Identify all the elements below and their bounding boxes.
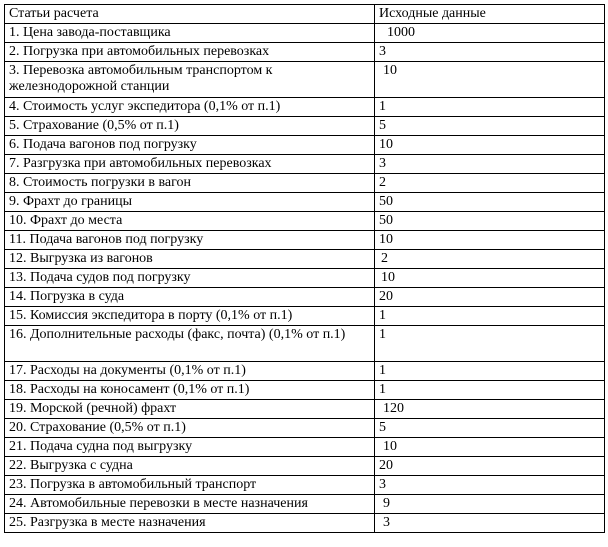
table-row xyxy=(5,24,605,43)
table-row xyxy=(5,193,605,212)
row-item: 22. Выгрузка с судна xyxy=(5,457,375,476)
calculation-table xyxy=(4,4,605,533)
row-value: 5 xyxy=(375,117,605,136)
table-row xyxy=(5,212,605,231)
row-item: 5. Страхование (0,5% от п.1) xyxy=(5,117,375,136)
table-row xyxy=(5,136,605,155)
row-value: 10 xyxy=(375,438,605,457)
row-value: 5 xyxy=(375,419,605,438)
table-header-row xyxy=(5,5,605,24)
row-value: 10 xyxy=(375,231,605,250)
table-row xyxy=(5,174,605,193)
calculation-table-container xyxy=(4,4,604,533)
row-item: 7. Разгрузка при автомобильных перевозках xyxy=(5,155,375,174)
row-item: 20. Страхование (0,5% от п.1) xyxy=(5,419,375,438)
row-item: 3. Перевозка автомобильным транспортом к железнодорожной станции xyxy=(5,62,375,98)
row-value: 1000 xyxy=(375,24,605,43)
table-row xyxy=(5,381,605,400)
row-item: 17. Расходы на документы (0,1% от п.1) xyxy=(5,362,375,381)
table-row xyxy=(5,117,605,136)
row-item: 2. Погрузка при автомобильных перевозках xyxy=(5,43,375,62)
row-item: 11. Подача вагонов под погрузку xyxy=(5,231,375,250)
table-row xyxy=(5,155,605,174)
table-row xyxy=(5,326,605,362)
table-row xyxy=(5,250,605,269)
row-value: 120 xyxy=(375,400,605,419)
row-item: 6. Подача вагонов под погрузку xyxy=(5,136,375,155)
table-row xyxy=(5,438,605,457)
row-item: 4. Стоимость услуг экспедитора (0,1% от п.1) xyxy=(5,98,375,117)
row-item: 8. Стоимость погрузки в вагон xyxy=(5,174,375,193)
table-row xyxy=(5,307,605,326)
row-value: 3 xyxy=(375,476,605,495)
row-item: 15. Комиссия экспедитора в порту (0,1% от п.1) xyxy=(5,307,375,326)
row-item: 13. Подача судов под погрузку xyxy=(5,269,375,288)
row-value: 3 xyxy=(375,514,605,533)
header-initial-data: Исходные данные xyxy=(375,5,605,24)
table-row xyxy=(5,231,605,250)
table-row xyxy=(5,495,605,514)
table-row xyxy=(5,288,605,307)
row-value: 20 xyxy=(375,288,605,307)
row-item: 24. Автомобильные перевозки в месте назначения xyxy=(5,495,375,514)
table-row xyxy=(5,419,605,438)
row-value: 20 xyxy=(375,457,605,476)
table-row xyxy=(5,362,605,381)
row-item: 9. Фрахт до границы xyxy=(5,193,375,212)
row-value: 3 xyxy=(375,155,605,174)
table-row xyxy=(5,98,605,117)
row-item: 16. Дополнительные расходы (факс, почта) (0,1% от п.1) xyxy=(5,326,375,362)
row-value: 1 xyxy=(375,98,605,117)
row-value: 3 xyxy=(375,43,605,62)
row-value: 1 xyxy=(375,326,605,362)
row-value: 1 xyxy=(375,307,605,326)
table-row xyxy=(5,514,605,533)
table-row xyxy=(5,476,605,495)
row-item: 10. Фрахт до места xyxy=(5,212,375,231)
table-row xyxy=(5,62,605,98)
row-item: 12. Выгрузка из вагонов xyxy=(5,250,375,269)
table-row xyxy=(5,43,605,62)
row-value: 2 xyxy=(375,174,605,193)
row-value: 2 xyxy=(375,250,605,269)
row-value: 9 xyxy=(375,495,605,514)
row-item: 18. Расходы на коносамент (0,1% от п.1) xyxy=(5,381,375,400)
row-item: 19. Морской (речной) фрахт xyxy=(5,400,375,419)
table-row xyxy=(5,269,605,288)
row-value: 1 xyxy=(375,362,605,381)
row-item: 14. Погрузка в суда xyxy=(5,288,375,307)
row-value: 10 xyxy=(375,62,605,98)
row-item: 1. Цена завода-поставщика xyxy=(5,24,375,43)
row-item: 21. Подача судна под выгрузку xyxy=(5,438,375,457)
table-row xyxy=(5,457,605,476)
table-row xyxy=(5,400,605,419)
row-value: 50 xyxy=(375,212,605,231)
row-value: 50 xyxy=(375,193,605,212)
header-cost-items: Статьи расчета xyxy=(5,5,375,24)
row-item: 23. Погрузка в автомобильный транспорт xyxy=(5,476,375,495)
row-item: 25. Разгрузка в месте назначения xyxy=(5,514,375,533)
row-value: 10 xyxy=(375,136,605,155)
row-value: 10 xyxy=(375,269,605,288)
row-value: 1 xyxy=(375,381,605,400)
